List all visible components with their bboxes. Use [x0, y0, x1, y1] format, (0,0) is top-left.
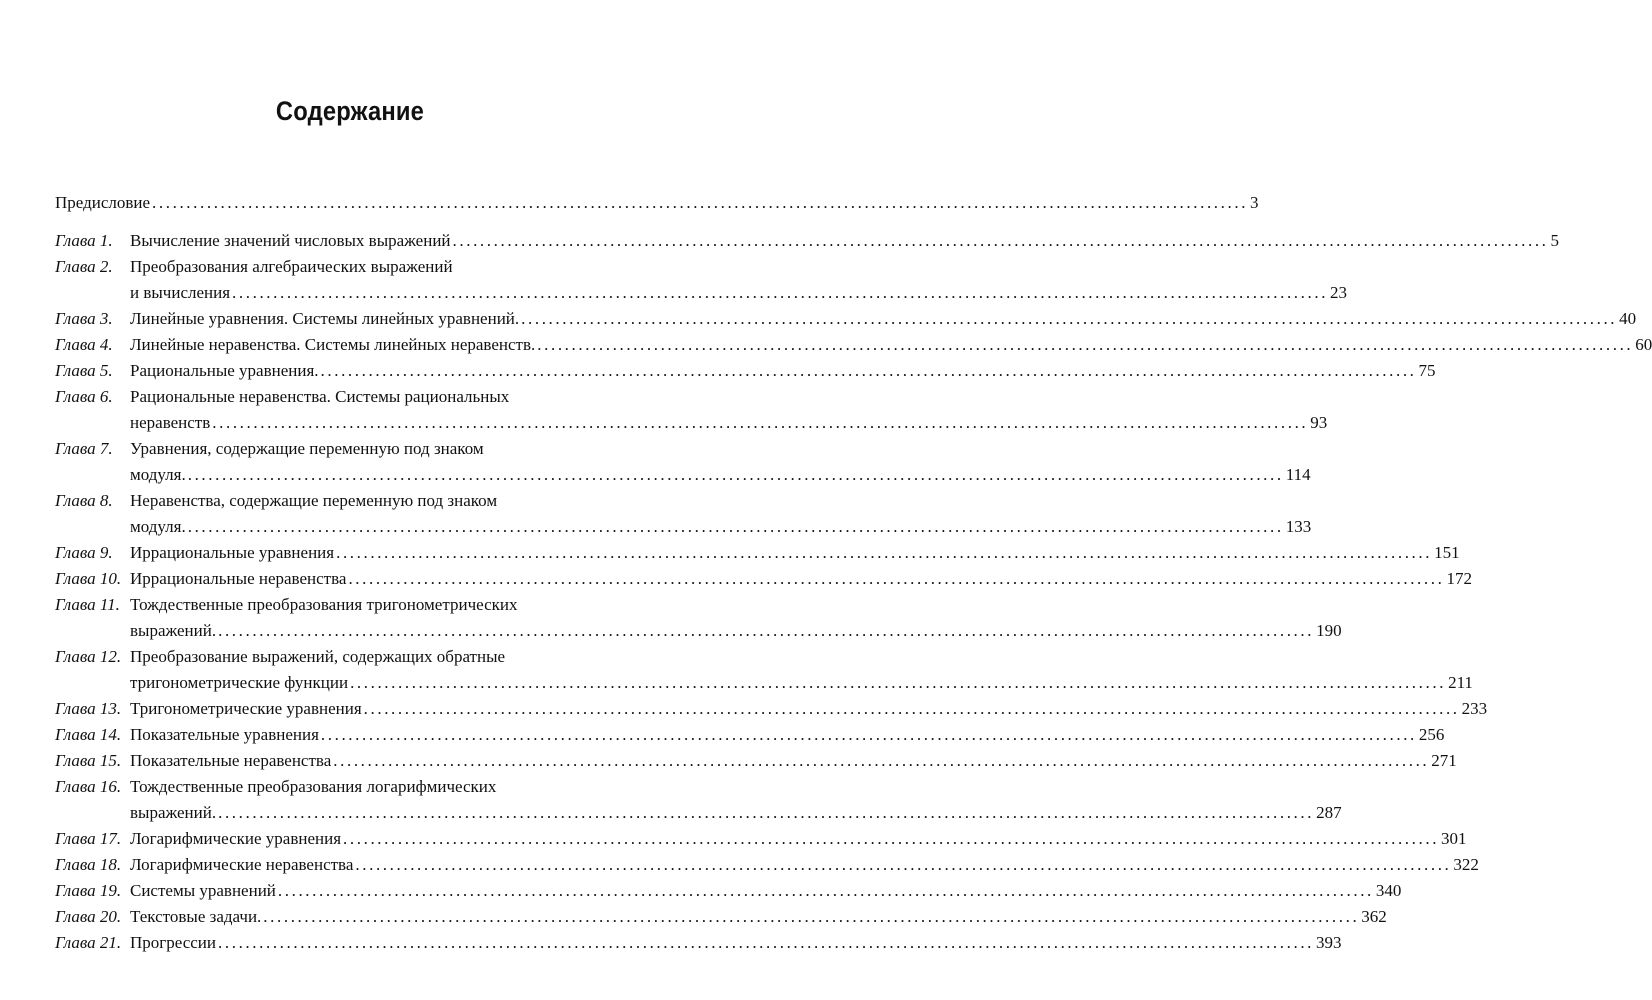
toc-entry-body: [130, 722, 1445, 748]
toc-page-number: 322: [1453, 855, 1479, 874]
toc-entry-title: неравенств: [130, 413, 211, 432]
toc-page-number: 114: [1285, 465, 1311, 484]
toc-entry-title: Тождественные преобразования логарифмических: [130, 777, 497, 796]
toc-entry-title: Прогрессии: [130, 933, 217, 952]
dot-leader: ................................................................................................................................................................: [537, 335, 1634, 354]
toc-entry-title: Вычисление значений числовых выражений: [130, 231, 451, 250]
toc-entry-preface[interactable]: [55, 190, 1259, 216]
toc-page-number: 393: [1316, 933, 1342, 952]
toc-page-number: 340: [1375, 881, 1402, 900]
toc-entry[interactable]: [55, 306, 1637, 332]
toc-page-number: 256: [1418, 725, 1445, 744]
toc-entry-title: Тождественные преобразования тригонометрических: [130, 595, 518, 614]
toc-page-number: 23: [1330, 283, 1348, 302]
toc-entry-body: [130, 436, 1311, 488]
toc-entry-body: [130, 644, 1473, 696]
toc-entry-line: [130, 566, 1472, 592]
toc-entry-title: и вычисления: [130, 283, 231, 302]
toc-entry-body: [130, 540, 1460, 566]
dot-leader: ................................................................................................................................................................: [355, 855, 1452, 874]
toc-entry-title: Рациональные неравенства. Системы рациональных: [130, 387, 510, 406]
toc-entry-title: Логарифмические уравнения: [130, 829, 342, 848]
toc-entry-title: Уравнения, содержащие переменную под знаком: [130, 439, 484, 458]
toc-entry-body: [130, 254, 1348, 306]
chapter-label: Глава 17.: [55, 829, 122, 848]
dot-leader: ................................................................................................................................................................: [452, 231, 1549, 250]
chapter-label: Глава 14.: [55, 725, 122, 744]
toc-page-number: 233: [1461, 699, 1488, 718]
toc-page-number: 287: [1316, 803, 1342, 822]
toc-entry-body: [130, 332, 1652, 358]
toc-page-number: 60: [1635, 335, 1652, 354]
toc-entry-line: [130, 540, 1460, 566]
toc-entry-title: тригонометрические функции: [130, 673, 349, 692]
toc-entry-line: [130, 696, 1488, 722]
toc-entry-body: [130, 696, 1488, 722]
toc-entry-title: модуля.: [130, 465, 186, 484]
toc-entry-line: [130, 254, 615, 280]
toc-page-number: 172: [1446, 569, 1472, 588]
toc-page-number: 5: [1550, 231, 1560, 250]
dot-leader: ................................................................................................................................................................: [363, 699, 1460, 718]
toc-entry-title: Системы уравнений: [130, 881, 276, 900]
toc-entry-line: [130, 332, 1652, 358]
dot-leader: ................................................................................................................................................................: [336, 543, 1433, 562]
toc-page-number: 133: [1285, 517, 1312, 536]
toc-entry-title: Линейные уравнения. Системы линейных уравнений.: [130, 309, 520, 328]
toc-entry[interactable]: [55, 358, 1436, 384]
toc-entry-title: Линейные неравенства. Системы линейных неравенств.: [130, 335, 536, 354]
toc-page-number: 40: [1619, 309, 1637, 328]
toc-entry[interactable]: [55, 878, 1402, 904]
toc-entry-title: Иррациональные неравенства: [130, 569, 347, 588]
dot-leader: ................................................................................................................................................................: [320, 725, 1417, 744]
dot-leader: ................................................................................................................................................................: [343, 829, 1440, 848]
toc-page-number: 93: [1310, 413, 1328, 432]
chapter-label: Глава 19.: [55, 881, 122, 900]
toc-entry[interactable]: [55, 592, 1342, 644]
toc-page-number: 3: [1250, 193, 1259, 212]
dot-leader: ................................................................................................................................................................: [521, 309, 1618, 328]
toc-entry-line: [130, 930, 1342, 956]
chapter-label: Глава 2.: [55, 257, 113, 276]
dot-leader: ................................................................................................................................................................: [320, 361, 1417, 380]
toc-entry[interactable]: [55, 384, 1328, 436]
toc-page-number: 211: [1448, 673, 1473, 692]
dot-leader: ................................................................................................................................................................: [218, 803, 1315, 822]
toc-entry[interactable]: [55, 826, 1467, 852]
toc-entry-line: [130, 306, 1637, 332]
toc-entry-line: [130, 774, 615, 800]
toc-entry-line: [130, 748, 1457, 774]
toc-entry-body: [130, 358, 1436, 384]
toc-entry-line: [130, 592, 615, 618]
toc-entry-line: [130, 488, 615, 514]
toc-entry[interactable]: [55, 540, 1460, 566]
toc-entry-line: [130, 722, 1445, 748]
page-title: Содержание: [275, 96, 425, 126]
toc-entry-body: [130, 774, 1342, 826]
toc-entry-title: Логарифмические неравенства: [130, 855, 354, 874]
toc-entry[interactable]: [55, 644, 1473, 696]
toc-page-number: 75: [1418, 361, 1436, 380]
toc-entry-body: [130, 228, 1560, 254]
toc-entry-line: [130, 852, 1479, 878]
toc-entry[interactable]: [55, 930, 1342, 956]
toc-entry-title: Текстовые задачи.: [130, 907, 262, 926]
toc-page-number: 301: [1441, 829, 1467, 848]
toc-entry-line: [130, 670, 1473, 696]
toc-entry-body: [130, 878, 1402, 904]
toc-entry-line: [130, 462, 1311, 488]
dot-leader: ................................................................................................................................................................: [350, 673, 1447, 692]
toc-entry-line: [130, 410, 1328, 436]
toc-entry[interactable]: [55, 488, 1312, 540]
toc-entry[interactable]: [55, 254, 1348, 306]
toc-entry-body: [130, 592, 1342, 644]
toc-entry-line: [130, 384, 615, 410]
toc-entry-title: Предисловие: [55, 193, 151, 212]
toc-entry-line: [130, 904, 1387, 930]
toc-entry-title: модуля.: [130, 517, 186, 536]
chapter-label: Глава 1.: [55, 231, 113, 250]
toc-entry-line: [130, 358, 1436, 384]
toc-entry[interactable]: [55, 436, 1311, 488]
dot-leader: ................................................................................................................................................................: [218, 621, 1315, 640]
table-of-contents: [55, 190, 1652, 956]
chapter-label: Глава 8.: [55, 491, 113, 510]
toc-entry[interactable]: [55, 852, 1479, 878]
chapter-label: Глава 6.: [55, 387, 113, 406]
toc-entry-line: [130, 800, 1342, 826]
dot-leader: ................................................................................................................................................................: [232, 283, 1329, 302]
dot-leader: ................................................................................................................................................................: [263, 907, 1360, 926]
toc-entry[interactable]: [55, 228, 1560, 254]
dot-leader: ................................................................................................................................................................: [348, 569, 1445, 588]
dot-leader: ................................................................................................................................................................: [187, 465, 1284, 484]
chapter-label: Глава 9.: [55, 543, 113, 562]
toc-entry-title: Преобразование выражений, содержащих обратные: [130, 647, 506, 666]
toc-entry[interactable]: [55, 748, 1457, 774]
chapter-label: Глава 15.: [55, 751, 122, 770]
dot-leader: ................................................................................................................................................................: [333, 751, 1430, 770]
chapter-label: Глава 21.: [55, 933, 122, 952]
toc-entry[interactable]: [55, 696, 1488, 722]
toc-entry-line: [130, 436, 615, 462]
toc-entry-line: [130, 280, 1348, 306]
toc-entry-line: [130, 644, 615, 670]
chapter-label: Глава 10.: [55, 569, 122, 588]
toc-entry-title: Рациональные уравнения.: [130, 361, 319, 380]
toc-entry[interactable]: [55, 774, 1342, 826]
toc-entry-body: [130, 306, 1637, 332]
chapter-label: Глава 18.: [55, 855, 122, 874]
toc-entry-title: выражений.: [130, 803, 217, 822]
toc-entry-body: [130, 904, 1387, 930]
toc-entry-line: [130, 826, 1467, 852]
toc-entry[interactable]: [55, 332, 1652, 358]
toc-entry-title: Показательные уравнения: [130, 725, 319, 744]
toc-page-number: 271: [1431, 751, 1457, 770]
toc-entry-title: Тригонометрические уравнения: [130, 699, 362, 718]
dot-leader: ................................................................................................................................................................: [187, 517, 1284, 536]
chapter-label: Глава 4.: [55, 335, 113, 354]
dot-leader: ................................................................................................................................................................: [277, 881, 1374, 900]
toc-entry-title: выражений.: [130, 621, 217, 640]
toc-entry[interactable]: [55, 566, 1472, 592]
toc-entry-line: [130, 514, 1312, 540]
toc-entry-line: [130, 878, 1402, 904]
toc-page-number: 151: [1434, 543, 1460, 562]
toc-entry-title: Неравенства, содержащие переменную под знаком: [130, 491, 498, 510]
toc-entry-body: [130, 930, 1342, 956]
toc-page-number: 362: [1361, 907, 1387, 926]
toc-entry-body: [130, 488, 1312, 540]
toc-entry-title: Показательные неравенства: [130, 751, 332, 770]
chapter-label: Глава 3.: [55, 309, 113, 328]
toc-entry[interactable]: [55, 904, 1387, 930]
toc-entry-body: [130, 748, 1457, 774]
chapter-label: Глава 5.: [55, 361, 113, 380]
toc-entry-body: [130, 384, 1328, 436]
dot-leader: ................................................................................................................................................................: [218, 933, 1315, 952]
chapter-label: Глава 11.: [55, 595, 120, 614]
dot-leader: ................................................................................................................................................................: [152, 193, 1249, 212]
toc-entry-body: [130, 566, 1472, 592]
dot-leader: ................................................................................................................................................................: [212, 413, 1309, 432]
toc-entry[interactable]: [55, 722, 1445, 748]
toc-entry-line: [130, 618, 1342, 644]
toc-entry-line: [130, 228, 1560, 254]
chapter-label: Глава 7.: [55, 439, 113, 458]
toc-page-number: 190: [1316, 621, 1342, 640]
chapter-label: Глава 20.: [55, 907, 122, 926]
chapter-label: Глава 13.: [55, 699, 122, 718]
toc-entry-title: Иррациональные уравнения: [130, 543, 335, 562]
toc-entry-title: Преобразования алгебраических выражений: [130, 257, 453, 276]
chapter-label: Глава 12.: [55, 647, 122, 666]
toc-entry-body: [130, 826, 1467, 852]
chapter-label: Глава 16.: [55, 777, 122, 796]
toc-entry-body: [130, 852, 1479, 878]
